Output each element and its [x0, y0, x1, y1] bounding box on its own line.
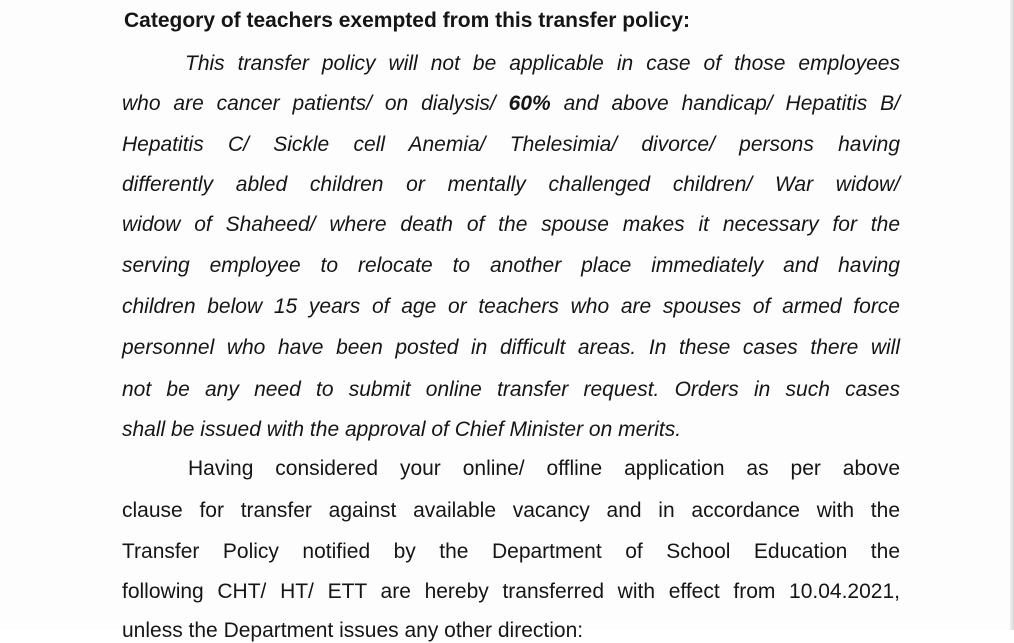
transfer-line-5: unless the Department issues any other direction: [122, 619, 584, 642]
exemption-line-10: shall be issued with the approval of Chief Minister on merits. [122, 418, 682, 441]
transfer-line-4: following CHT/ HT/ ETT are hereby transferred with effect from 10.04.2021, [122, 580, 900, 603]
exemption-line-2 [122, 92, 900, 116]
exemption-line-2-suffix: and above handicap/ Hepatitis B/ [563, 92, 900, 115]
exemption-line-8: personnel who have been posted in difficult areas. In these cases there will [122, 336, 900, 359]
exemption-line-1: This transfer policy will not be applicable in case of those employees [185, 52, 900, 75]
section-heading: Category of teachers exempted from this transfer policy: [124, 9, 690, 32]
transfer-line-1: Having considered your online/ offline application as per above [188, 457, 900, 480]
page-edge-shadow [1010, 0, 1014, 630]
handicap-percentage: 60% [508, 92, 551, 115]
transfer-line-2: clause for transfer against available vacancy and in accordance with the [122, 499, 900, 522]
exemption-line-3: Hepatitis C/ Sickle cell Anemia/ Thelesimia/ divorce/ persons having [122, 133, 900, 156]
exemption-line-5: widow of Shaheed/ where death of the spouse makes it necessary for the [122, 213, 900, 236]
transfer-line-3: Transfer Policy notified by the Department of School Education the [122, 540, 900, 563]
exemption-line-7: children below 15 years of age or teachers who are spouses of armed force [122, 295, 900, 318]
exemption-line-9: not be any need to submit online transfer request. Orders in such cases [122, 378, 900, 401]
exemption-line-2-prefix: who are cancer patients/ on dialysis/ [122, 92, 496, 115]
exemption-line-4: differently abled children or mentally challenged children/ War widow/ [122, 173, 900, 196]
exemption-line-6: serving employee to relocate to another place immediately and having [122, 254, 900, 277]
